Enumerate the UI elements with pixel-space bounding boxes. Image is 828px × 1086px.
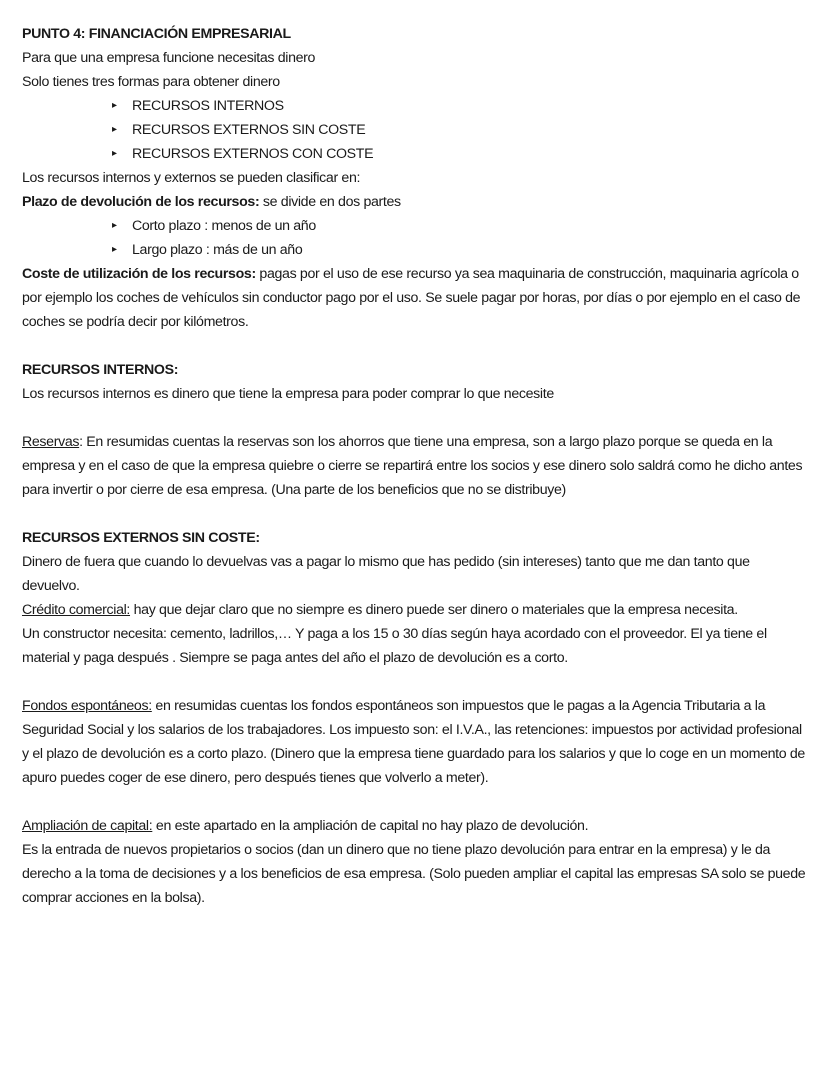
internos-text: Los recursos internos es dinero que tiene la empresa para poder comprar lo que necesite — [22, 386, 554, 402]
page-title: PUNTO 4: FINANCIACIÓN EMPRESARIAL — [22, 26, 291, 42]
list-item: ▸ RECURSOS EXTERNOS SIN COSTE — [112, 118, 808, 142]
ampliacion-text: en este apartado en la ampliación de capital no hay plazo de devolución. — [152, 818, 589, 834]
internos-heading: RECURSOS INTERNOS: — [22, 362, 179, 378]
externos-text: Dinero de fuera que cuando lo devuelvas vas a pagar lo mismo que has pedido (sin intereses) tanto que me dan tanto que devuelvo. — [22, 554, 750, 594]
credito-label: Crédito comercial: — [22, 602, 131, 618]
intro-line-1: Para que una empresa funcione necesitas dinero — [22, 50, 316, 66]
plazo-list — [22, 214, 808, 262]
list-item: ▸ Corto plazo : menos de un año — [112, 214, 808, 238]
classify-intro: Los recursos internos y externos se pueden clasificar en: — [22, 170, 361, 186]
fondos-label: Fondos espontáneos: — [22, 698, 152, 714]
forms-list — [22, 94, 808, 166]
ampliacion-paragraph — [22, 814, 808, 838]
fondos-paragraph — [22, 694, 808, 790]
credito-text: hay que dejar claro que no siempre es dinero puede ser dinero o materiales que la empresa necesita. — [130, 602, 738, 618]
externos-heading: RECURSOS EXTERNOS SIN COSTE: — [22, 530, 260, 546]
entrada-paragraph: Es la entrada de nuevos propietarios o socios (dan un dinero que no tiene plazo devolución para entrar en la empresa) y le da derecho a la toma de decisiones y a los beneficios de esa empresa. (Solo pueden ampliar el capital las empresas SA solo se puede comprar acciones en la bolsa). — [22, 842, 806, 906]
coste-paragraph — [22, 262, 808, 334]
reservas-text: : En resumidas cuentas la reservas son los ahorros que tiene una empresa, son a largo plazo porque se queda en la empresa y en el caso de que la empresa quiebre o cierre se repartirá entre los socios y ese dinero solo saldrá como he dicho antes para invertir o por cierre de esa empresa. (Una parte de los beneficios que no se distribuye) — [22, 434, 803, 498]
list-item: ▸ Largo plazo : más de un año — [112, 238, 808, 262]
plazo-text: se divide en dos partes — [259, 194, 401, 210]
list-item: ▸ RECURSOS EXTERNOS CON COSTE — [112, 142, 808, 166]
credito-paragraph — [22, 598, 808, 622]
plazo-line — [22, 190, 808, 214]
plazo-label: Plazo de devolución de los recursos: — [22, 194, 260, 210]
coste-text: pagas por el uso de ese recurso ya sea maquinaria de construcción, maquinaria agrícola o por ejemplo los coches de vehículos sin conductor pago por el uso. Se suele pagar por horas, por días o por ejemplo en el caso de coches se podría decir por kilómetros. — [22, 266, 801, 330]
reservas-label: Reservas — [22, 434, 80, 450]
fondos-text: en resumidas cuentas los fondos espontáneos son impuestos que le pagas a la Agencia Tributaria a la Seguridad Social y los salarios de los trabajadores. Los impuesto son: el I.V.A., las retenciones: impuestos por actividad profesional y el plazo de devolución es a corto plazo. (Dinero que la empresa tiene guardado para los salarios y que lo coge en un momento de apuro puedes coger de ese dinero, pero después tienes que volverlo a meter). — [22, 698, 805, 786]
reservas-paragraph — [22, 430, 808, 502]
intro-line-2: Solo tienes tres formas para obtener dinero — [22, 74, 280, 90]
constructor-paragraph: Un constructor necesita: cemento, ladrillos,… Y paga a los 15 o 30 días según haya acordado con el proveedor. El ya tiene el material y paga después . Siempre se paga antes del año el plazo de devolución es a corto. — [22, 626, 767, 666]
ampliacion-label: Ampliación de capital: — [22, 818, 153, 834]
list-item: ▸ RECURSOS INTERNOS — [112, 94, 808, 118]
coste-label: Coste de utilización de los recursos: — [22, 266, 256, 282]
